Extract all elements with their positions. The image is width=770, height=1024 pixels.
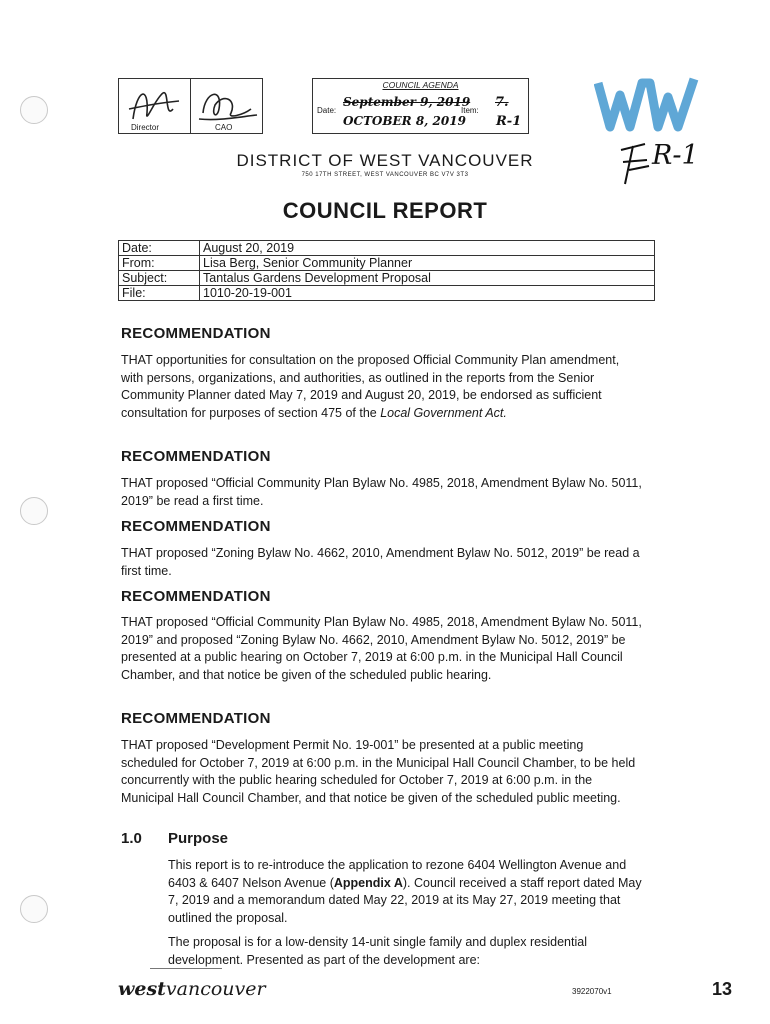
punch-hole-bottom <box>20 895 48 923</box>
info-value: Lisa Berg, Senior Community Planner <box>200 256 655 271</box>
info-label: Subject: <box>119 271 200 286</box>
section-paragraph: The proposal is for a low-density 14-unit single family and duplex residential development. Presented as part of the development are: <box>168 935 587 967</box>
table-row <box>119 286 655 301</box>
recommendation-heading: RECOMMENDATION <box>121 710 271 727</box>
table-row <box>119 256 655 271</box>
district-address: 750 17TH STREET, WEST VANCOUVER BC V7V 3T3 <box>301 172 469 178</box>
recommendation-text: THAT proposed “Zoning Bylaw No. 4662, 2010, Amendment Bylaw No. 5012, 2019” be read a first time. <box>121 546 640 578</box>
agenda-date-label: Date: <box>317 106 337 115</box>
footer-rule <box>150 968 222 969</box>
struck-item: 7. <box>495 95 509 110</box>
report-title: COUNCIL REPORT <box>282 198 488 223</box>
punch-hole-middle <box>20 497 48 525</box>
cao-label: CAO <box>215 123 233 132</box>
document-id: 3922070v1 <box>572 987 612 996</box>
footer-logo: westvancouver <box>118 978 266 1000</box>
director-label: Director <box>131 123 160 132</box>
recommendation-heading: RECOMMENDATION <box>121 325 271 342</box>
recommendation-text: THAT opportunities for consultation on the proposed Official Community Plan amendment, with persons, organizations, and authorities, as outlined in the reports from the Senior Community Planner dated May 7, 2019 and August 20, 2019, be endorsed as sufficient consultation for purposes of section 475 of the Local Government Act. <box>121 353 620 420</box>
recommendation-text: THAT proposed “Development Permit No. 19-001” be presented at a public meeting scheduled for October 7, 2019 at 6:00 p.m. in the Municipal Hall Council Chamber, to be held concurrently with the public hearing scheduled for October 7, 2019 at 6:00 p.m. in the Municipal Hall Council Chamber, and that notice be given of the scheduled public meeting. <box>121 738 636 805</box>
handwritten-date: OCTOBER 8, 2019 <box>343 114 466 128</box>
section-title: Purpose <box>168 830 229 847</box>
info-value: 1010-20-19-001 <box>200 286 655 301</box>
info-label: Date: <box>119 241 200 256</box>
info-label: File: <box>119 286 200 301</box>
info-label: From: <box>119 256 200 271</box>
approval-signature-box <box>118 78 263 134</box>
agenda-item-label: Item: <box>461 106 479 115</box>
district-name: DISTRICT OF WEST VANCOUVER <box>236 151 534 170</box>
west-vancouver-logo-mark <box>594 77 704 139</box>
recommendation-text: THAT proposed “Official Community Plan Bylaw No. 4985, 2018, Amendment Bylaw No. 5011, 2019” and proposed “Zoning Bylaw No. 4662, 2010, Amendment Bylaw No. 5012, 2019” be presented at a public hearing on October 7, 2019 at 6:00 p.m. in the Municipal Hall Council Chamber, and that notice be given of the scheduled public hearing. <box>121 615 642 682</box>
table-row <box>119 241 655 256</box>
info-value: August 20, 2019 <box>200 241 655 256</box>
section-paragraph: This report is to re-introduce the application to rezone 6404 Wellington Avenue and 6403 & 6407 Nelson Avenue (Appendix A). Council received a staff report dated May 7, 2019 and a memorandum dated May 22, 2019 at its May 27, 2019 meeting that outlined the proposal. <box>168 858 642 925</box>
recommendation-heading: RECOMMENDATION <box>121 588 271 605</box>
section-heading <box>121 830 228 847</box>
info-value: Tantalus Gardens Development Proposal <box>200 271 655 286</box>
punch-hole-top <box>20 96 48 124</box>
report-info-table <box>118 240 655 301</box>
page-number: 13 <box>712 979 733 999</box>
handwritten-item: R-1 <box>496 114 522 129</box>
corner-item-note: R-1 <box>652 140 699 171</box>
recommendation-heading: RECOMMENDATION <box>121 518 271 535</box>
recommendation-text: THAT proposed “Official Community Plan Bylaw No. 4985, 2018, Amendment Bylaw No. 5011, 2019” be read a first time. <box>121 476 642 508</box>
council-agenda-stamp <box>312 78 529 134</box>
struck-date: September 9, 2019 <box>343 95 471 109</box>
recommendation-heading: RECOMMENDATION <box>121 448 271 465</box>
section-number: 1.0 <box>121 830 142 847</box>
act-name: Local Government Act. <box>380 405 507 420</box>
appendix-ref: Appendix A <box>333 875 403 890</box>
agenda-heading: COUNCIL AGENDA <box>382 80 459 90</box>
table-row <box>119 271 655 286</box>
